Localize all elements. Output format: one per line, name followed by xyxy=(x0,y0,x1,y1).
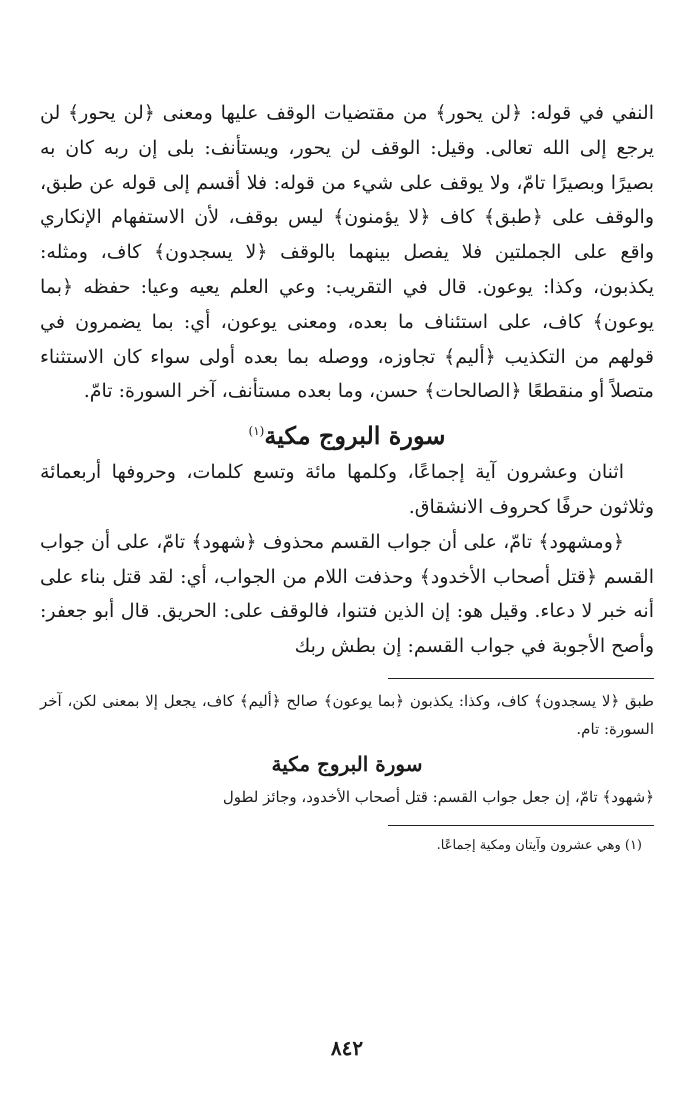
surah-heading-text: سورة البروج مكية xyxy=(264,421,446,451)
main-paragraph-2: اثنان وعشرون آية إجماعًا، وكلمها مائة وتسع كلمات، وحروفها أربعمائة وثلاثون حرفًا كحروف الانشقاق. xyxy=(40,461,654,518)
surah-heading xyxy=(40,411,654,455)
variant-heading: سورة البروج مكية xyxy=(271,751,423,776)
main-paragraph-1: النفي في قوله: ﴿لن يحور﴾ من مقتضيات الوقف عليها ومعنى ﴿لن يحور﴾ لن يرجع إلى الله تعالى. وقيل: الوقف لن يحور، ويستأنف: بلى إن ربه كان به بصيرًا وبصيرًا تامّ، ولا يوقف على شيء من قوله: فلا أقسم إلى قوله عن طبق، والوقف على ﴿طبق﴾ كاف ﴿لا يؤمنون﴾ ليس بوقف، لأن الاستفهام الإنكاري واقع على الجملتين فلا يفصل بينهما بالوقف ﴿لا يسجدون﴾ كاف، ومثله: يكذبون، وكذا: يوعون. قال في التقريب: وعي العلم يعيه وعيا: حفظه ﴿بما يوعون﴾ كاف، على استئناف ما بعده، ومعنى يوعون، أي: بما يضمرون في قولهم من التكذيب ﴿أليم﴾ تجاوزه، ووصله بما بعده أولى سواء كان الاستثناء متصلاً أو منقطعًا ﴿الصالحات﴾ حسن، وما بعده مستأنف، آخر السورة: تامّ. xyxy=(40,102,654,403)
footnote-ref: (١) xyxy=(248,424,265,439)
variant-paragraph-2: ﴿شهود﴾ تامّ، إن جعل جواب القسم: قتل أصحاب الأخدود، وجائز لطول xyxy=(222,787,654,806)
footnote-1: (١) وهي عشرون وآيتان ومكية إجماعًا. xyxy=(436,837,642,853)
main-text xyxy=(40,96,654,664)
variant-paragraph-1: طبق ﴿لا يسجدون﴾ كاف، وكذا: يكذبون ﴿بما يوعون﴾ صالح ﴿أليم﴾ كاف، يجعل إلا بمعنى لكن، آخر السورة: تام. xyxy=(40,691,654,738)
footnote-divider xyxy=(388,825,654,826)
variant-text xyxy=(40,687,654,811)
page-body xyxy=(40,96,654,858)
footnotes xyxy=(40,834,654,858)
page-number: ٨٤٢ xyxy=(330,1036,364,1060)
main-paragraph-3: ﴿ومشهود﴾ تامّ، على أن جواب القسم محذوف ﴿شهود﴾ تامّ، على أن جواب القسم ﴿قتل أصحاب الأخدود﴾ وحذفت اللام من الجواب، أي: لقد قتل بناء على أنه خبر لا دعاء. وقيل هو: إن الذين فتنوا، فالوقف على: الحريق. قال أبو جعفر: وأصح الأجوبة في جواب القسم: إن بطش ربك xyxy=(40,530,654,658)
variant-divider xyxy=(388,678,654,679)
